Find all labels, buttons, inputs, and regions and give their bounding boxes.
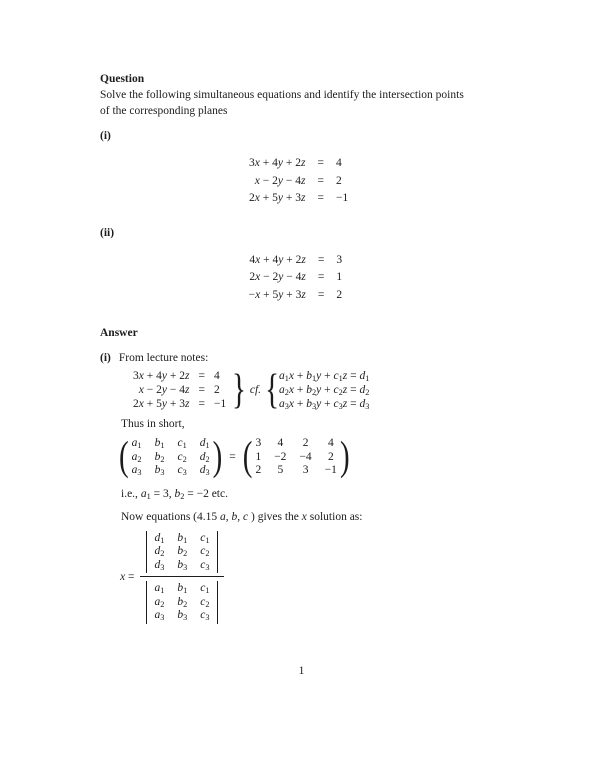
answer-item-label: (i) [100, 352, 111, 364]
now-text-2: ) gives the [251, 510, 302, 523]
equation-part: 2 [336, 288, 343, 301]
determinant-entry: $b_2$ [177, 545, 188, 559]
matrix-entry: 3 [255, 437, 262, 449]
matrix-entry: $b_3$ [154, 464, 165, 478]
answer-item-line [100, 350, 503, 366]
equation-system-1 [249, 155, 354, 208]
now-text-1: Now equations (4.15 [121, 510, 218, 523]
equation-part: 4x + 4y + 2z [249, 253, 306, 266]
determinant-entry: $c_1$ [200, 582, 210, 596]
determinant-entry: $b_1$ [177, 582, 188, 596]
page-number: 1 [298, 665, 305, 677]
determinant-entry: $b_1$ [177, 531, 188, 545]
equation-part: 2 [213, 384, 220, 396]
equation-part: = [317, 271, 325, 283]
matrix-entry: $a_3$ [131, 464, 142, 478]
equation-row: $a_3x + b_3y + c_3z = d_3$ [278, 398, 370, 412]
cf-comparison [133, 366, 503, 413]
general-form-system [279, 369, 369, 411]
matrix-entry: $a_1$ [131, 437, 142, 451]
x-solution [120, 530, 503, 624]
equation-part: = [317, 253, 325, 266]
determinant-fraction [140, 530, 223, 624]
x-equals: x = [120, 570, 135, 583]
determinant-entry: $d_3$ [154, 558, 165, 572]
question-heading: Question [100, 73, 145, 85]
determinant-entry: $a_2$ [154, 595, 165, 609]
determinant-entry: $c_3$ [200, 558, 210, 572]
equation-part: = [198, 370, 205, 382]
question-intro-line-2: of the corresponding planes [100, 105, 228, 117]
determinant-entry: $c_2$ [200, 545, 210, 559]
augmented-matrix-equation [119, 433, 503, 480]
fraction-denominator [140, 580, 223, 624]
matrix-entry: −4 [299, 450, 312, 463]
fraction-bar [140, 576, 223, 577]
part-label-i: (i) [100, 130, 111, 142]
now-text-3: solution as: [309, 510, 363, 523]
thus-line: Thus in short, [121, 418, 185, 430]
equation-part: 2x + 5y + 3z [249, 192, 306, 204]
equation-part: 2 [335, 174, 342, 187]
equation-part: 2x − 2y − 4z [249, 271, 306, 283]
matrix-entry: $d_2$ [199, 450, 210, 464]
equation-row: $a_1x + b_1y + c_1z = d_1$ [278, 370, 370, 384]
matrix-entry: $b_1$ [154, 437, 165, 451]
display-equation-i [100, 155, 503, 208]
equation-part: 1 [336, 271, 343, 283]
numerator-determinant [146, 531, 217, 574]
matrix-entry: −1 [324, 464, 337, 476]
matrix-entry: $b_2$ [154, 450, 165, 464]
matrix-entry: $a_2$ [131, 450, 142, 464]
determinant-entry: $c_2$ [200, 595, 210, 609]
now-math-2: x [301, 510, 307, 523]
equation-part: = [317, 192, 324, 204]
equation-system-2 [249, 252, 355, 305]
matrix-entry: 3 [302, 464, 309, 476]
value-matrix [252, 436, 340, 479]
equation-part: x − 2y − 4z [254, 174, 306, 187]
matrix-entry: 5 [277, 464, 284, 476]
equation-part: 3 [336, 253, 343, 266]
determinant-entry: $c_3$ [200, 609, 210, 623]
matrix-entry: 2 [302, 437, 309, 449]
right-paren-delimiter: ) [339, 433, 350, 480]
answer-heading: Answer [100, 327, 138, 339]
equation-part: −x + 5y + 3z [248, 288, 306, 301]
equation-part: = [198, 398, 205, 410]
answer-item-intro: From lecture notes: [118, 352, 209, 364]
equation-part: 4 [335, 157, 342, 169]
determinant-entry: $d_1$ [154, 531, 165, 545]
matrix-entry: $c_1$ [177, 437, 187, 451]
determinant-entry: $c_1$ [200, 531, 210, 545]
ie-line [121, 486, 503, 502]
equation-part: x − 2y − 4z [138, 384, 190, 396]
question-intro-line-1: Solve the following simultaneous equations and identify the intersection points [100, 89, 464, 101]
lecture-system [133, 369, 232, 411]
right-paren-delimiter: ) [212, 433, 223, 480]
matrix-entry: 4 [277, 437, 284, 449]
ie-math: $a_1 = 3$, $b_2 = -2$ [140, 487, 209, 501]
matrix-entry: 2 [327, 450, 334, 463]
determinant-entry: $b_2$ [177, 595, 188, 609]
matrix-entry: −2 [274, 450, 287, 463]
equation-part: = [317, 157, 324, 169]
equation-part: = [317, 288, 325, 301]
left-brace-delimiter: { [265, 366, 279, 413]
matrix-entry: 1 [255, 450, 262, 463]
equation-part: −1 [335, 192, 349, 204]
left-paren-delimiter: ( [119, 433, 129, 480]
ie-prefix: i.e., [121, 487, 141, 500]
now-math-1: a, b, c [220, 510, 249, 523]
determinant-entry: $a_3$ [154, 609, 165, 623]
matrix-entry: $d_1$ [199, 437, 210, 451]
equation-part: 3x + 4y + 2z [249, 157, 306, 169]
left-paren-delimiter: ( [242, 433, 253, 480]
now-line [121, 509, 503, 525]
fraction-numerator [140, 530, 223, 574]
matrix-entry: $c_2$ [177, 450, 187, 464]
part-label-ii: (ii) [100, 226, 115, 239]
symbol-matrix [129, 436, 213, 479]
equation-part: −1 [213, 398, 227, 410]
determinant-entry: $a_1$ [154, 582, 165, 596]
matrix-entry: $c_3$ [177, 464, 187, 478]
matrix-entry: 2 [255, 464, 262, 476]
matrix-entry: $d_3$ [199, 464, 210, 478]
equation-part: 2x + 5y + 3z [133, 398, 190, 410]
right-brace-delimiter: } [231, 366, 246, 413]
determinant-entry: $b_3$ [177, 558, 188, 572]
equation-row: $a_2x + b_2y + c_2z = d_2$ [278, 384, 370, 398]
equation-part: = [198, 384, 205, 396]
display-equation-ii [100, 252, 503, 305]
ie-suffix: etc. [211, 487, 228, 500]
denominator-determinant [146, 581, 217, 624]
equation-part: 3x + 4y + 2z [133, 370, 190, 382]
determinant-entry: $b_3$ [177, 609, 188, 623]
equation-part: 4 [213, 370, 220, 382]
equals-sign: = [229, 451, 236, 464]
cf-label: cf. [249, 384, 262, 396]
determinant-entry: $d_2$ [154, 545, 165, 559]
matrix-entry: 4 [327, 437, 334, 449]
equation-part: = [317, 174, 324, 187]
